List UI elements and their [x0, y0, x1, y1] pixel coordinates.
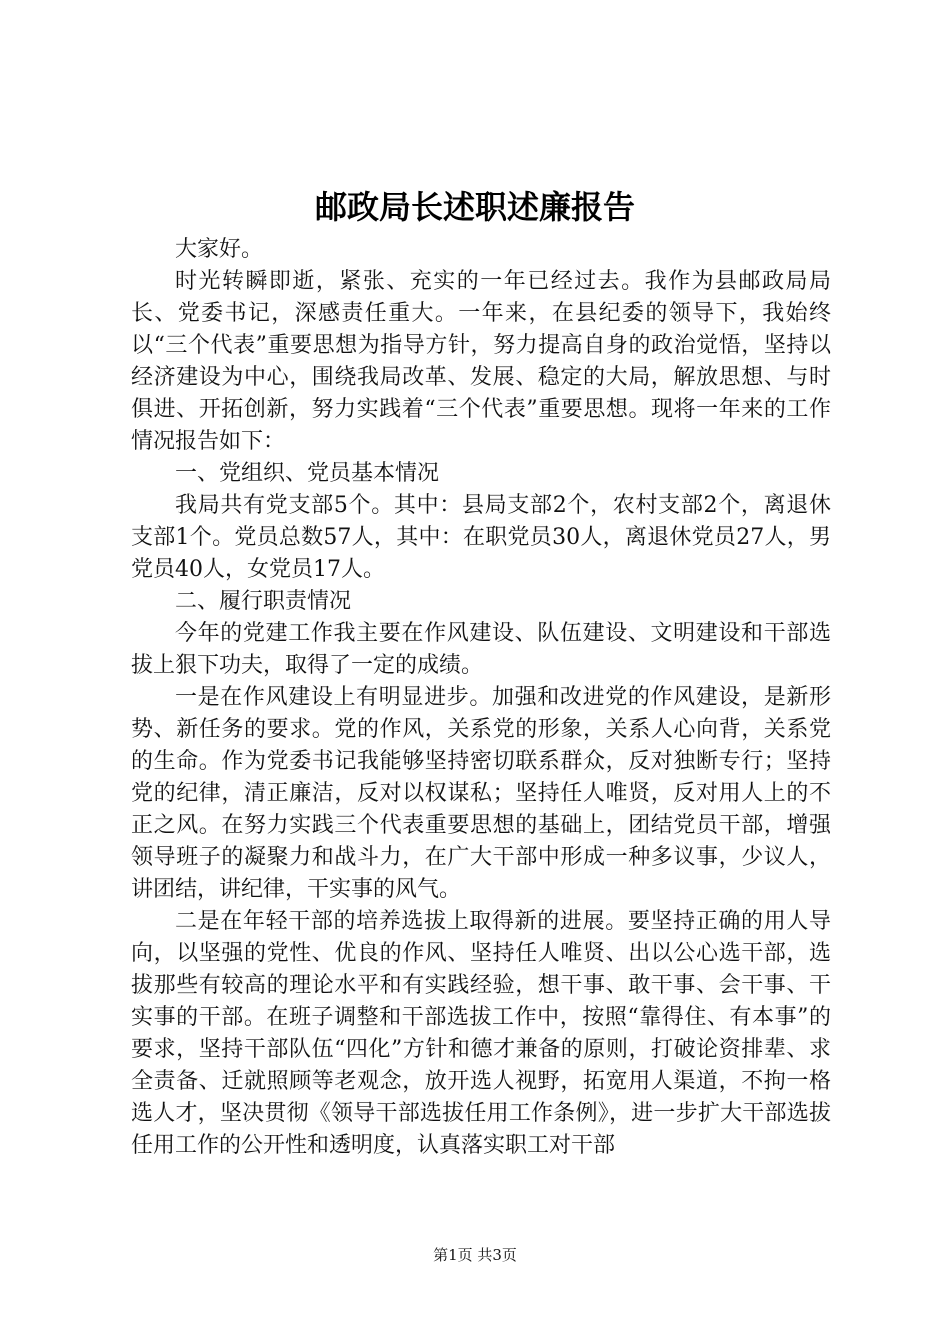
paragraph-duties-summary: 今年的党建工作我主要在作风建设、队伍建设、文明建设和干部选拔上狠下功夫，取得了一定的成绩。: [131, 621, 831, 678]
section-heading-duties: 二、履行职责情况: [175, 589, 352, 614]
section-heading-party-organization: 一、党组织、党员基本情况: [175, 461, 440, 486]
paragraph-party-statistics: 我局共有党支部5个。其中：县局支部2个，农村支部2个，离退休支部1个。党员总数57人，其中：在职党员30人，离退休党员27人，男党员40人，女党员17人。: [131, 493, 831, 582]
paragraph-intro: 时光转瞬即逝，紧张、充实的一年已经过去。我作为县邮政局局长、党委书记，深感责任重大。一年来，在县纪委的领导下，我始终以“三个代表”重要思想为指导方针，努力提高自身的政治觉悟，坚持以经济建设为中心，围绕我局改革、发展、稳定的大局，解放思想、与时俱进、开拓创新，努力实践着“三个代表”重要思想。现将一年来的工作情况报告如下：: [131, 269, 831, 454]
document-title: 邮政局长述职述廉报告: [314, 188, 635, 226]
paragraph-greeting: 大家好。: [175, 237, 264, 262]
paragraph-work-style: 一是在作风建设上有明显进步。加强和改进党的作风建设，是新形势、新任务的要求。党的作风，关系党的形象，关系人心向背，关系党的生命。作为党委书记我能够坚持密切联系群众，反对独断专行；坚持党的纪律，清正廉洁，反对以权谋私；坚持任人唯贤，反对用人上的不正之风。在努力实践三个代表重要思想的基础上，团结党员干部，增强领导班子的凝聚力和战斗力，在广大干部中形成一种多议事，少议人，讲团结，讲纪律，干实事的风气。: [131, 685, 831, 902]
page-number: 第1页 共3页: [433, 1246, 517, 1264]
paragraph-young-cadres: 二是在年轻干部的培养选拔上取得新的进展。要坚持正确的用人导向，以坚强的党性、优良的作风、坚持任人唯贤、出以公心选干部，选拔那些有较高的理论水平和有实践经验，想干事、敢干事、会干事、干实事的干部。在班子调整和干部选拔工作中，按照“靠得住、有本事”的要求，坚持干部队伍“四化”方针和德才兼备的原则，打破论资排辈、求全责备、迁就照顾等老观念，放开选人视野，拓宽用人渠道，不拘一格选人才，坚决贯彻《领导干部选拔任用工作条例》，进一步扩大干部选拔任用工作的公开性和透明度，认真落实职工对干部: [131, 909, 831, 1158]
document-body: [131, 234, 831, 1162]
